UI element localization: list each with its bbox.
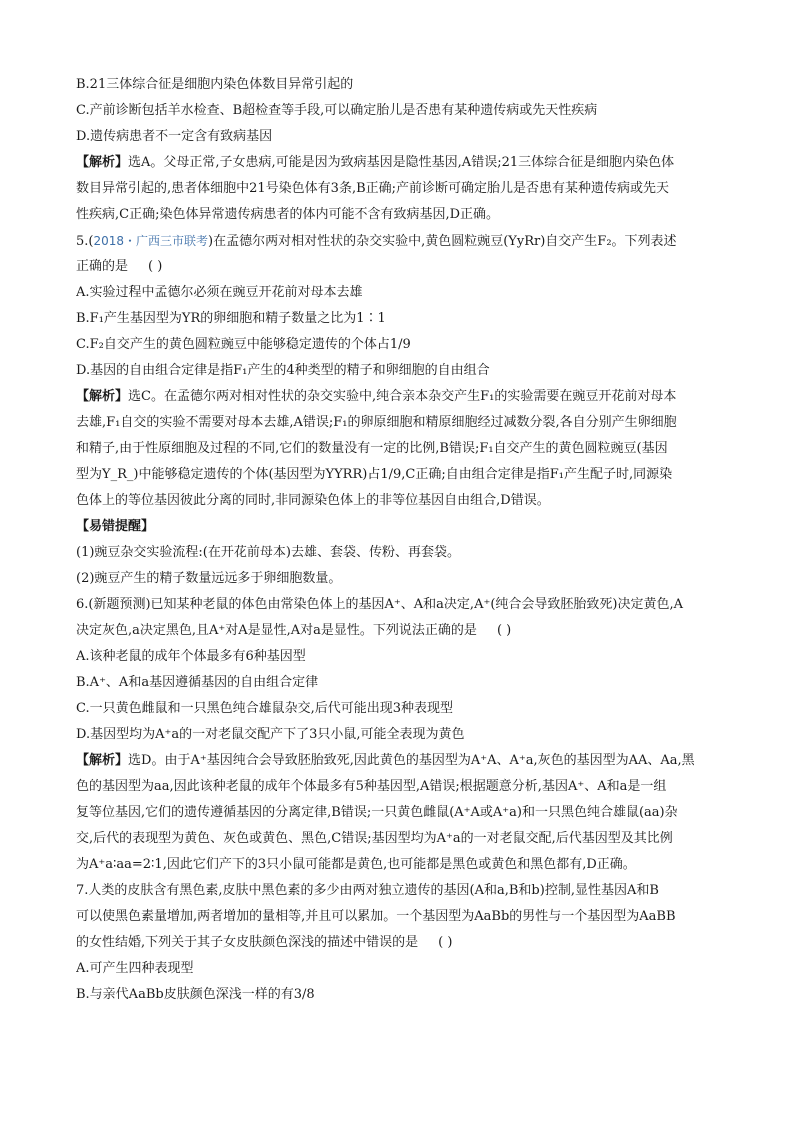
q6-analysis-line-1 (76, 748, 734, 774)
q7-stem-line-1: 7.人类的皮肤含有黑色素,皮肤中黑色素的多少由两对独立遗传的基因(A和a,B和b)控制,显性基因A和B (76, 883, 659, 898)
tip-title: 【易错提醒】 (76, 519, 155, 534)
q7-stem-line-2: 可以使黑色素量增加,两者增加的量相等,并且可以累加。一个基因型为AaBb的男性与一个基因型为AaBB (76, 909, 676, 924)
analysis-text: 选D。由于A⁺基因纯合会导致胚胎致死,因此黄色的基因型为A⁺A、A⁺a,灰色的基因型为AA、Aa,黑 (128, 753, 695, 768)
q6-stem-line-2 (76, 618, 734, 644)
q7-stem-line-3 (76, 930, 734, 956)
analysis-tag: 【解析】 (76, 155, 129, 170)
q5-source: 2018・广西三市联考 (93, 234, 209, 248)
q6-analysis-line-4: 交,后代的表现型为黄色、灰色或黄色、黑色,C错误;基因型均为A⁺a的一对老鼠交配,后代基因型及其比例 (76, 831, 673, 846)
q5-option-c: C.F₂自交产生的黄色圆粒豌豆中能够稳定遗传的个体占1/9 (76, 337, 411, 352)
q5-analysis-line-3: 和精子,由于性原细胞及过程的不同,它们的数量没有一定的比例,B错误;F₁自交产生的黄色圆粒豌豆(基因 (76, 441, 668, 456)
q7-option-a: A.可产生四种表现型 (76, 961, 194, 976)
q5-option-d: D.基因的自由组合定律是指F₁产生的4种类型的精子和卵细胞的自由组合 (76, 363, 490, 378)
q4-option-b: B.21三体综合征是细胞内染色体数目异常引起的 (76, 77, 354, 92)
q5-stem-text-2: 正确的是 (76, 259, 129, 274)
q6-option-c: C.一只黄色雌鼠和一只黑色纯合雄鼠杂交,后代可能出现3种表现型 (76, 701, 454, 716)
q7-stem-text-3: 的女性结婚,下列关于其子女皮肤颜色深浅的描述中错误的是 (76, 935, 419, 950)
q6-analysis-line-3: 复等位基因,它们的遗传遵循基因的分离定律,B错误;一只黄色雌鼠(A⁺A或A⁺a)和一只黑色纯合雄鼠(aa)杂 (76, 805, 678, 820)
q5-option-a: A.实验过程中孟德尔必须在豌豆开花前对母本去雄 (76, 285, 363, 300)
q6-analysis-line-5: 为A⁺a∶aa=2∶1,因此它们产下的3只小鼠可能都是黄色,也可能都是黑色或黄色和黑色都有,D正确。 (76, 857, 636, 872)
q4-option-c: C.产前诊断包括羊水检查、B超检查等手段,可以确定胎儿是否患有某种遗传病或先天性疾病 (76, 103, 598, 118)
q5-analysis-line-5: 色体上的等位基因彼此分离的同时,非同源染色体上的非等位基因自由组合,D错误。 (76, 493, 550, 508)
q6-stem-line-1: 6.(新题预测)已知某种老鼠的体色由常染色体上的基因A⁺、A和a决定,A⁺(纯合会导致胚胎致死)决定黄色,A (76, 597, 683, 612)
q5-analysis-line-1 (76, 384, 734, 410)
q6-option-a: A.该种老鼠的成年个体最多有6种基因型 (76, 649, 306, 664)
analysis-text: 选C。在孟德尔两对相对性状的杂交实验中,纯合亲本杂交产生F₁的实验需要在豌豆开花前对母本 (128, 389, 677, 404)
answer-bracket: ( ) (438, 935, 453, 950)
q4-analysis-line-1 (76, 150, 734, 176)
answer-bracket: ( ) (148, 259, 163, 274)
q7-option-b: B.与亲代AaBb皮肤颜色深浅一样的有3/8 (76, 987, 315, 1002)
q6-option-d: D.基因型均为A⁺a的一对老鼠交配产下了3只小鼠,可能全表现为黄色 (76, 727, 465, 742)
q5-stem-text: )在孟德尔两对相对性状的杂交实验中,黄色圆粒豌豆(YyRr)自交产生F₂。下列表述 (208, 234, 677, 249)
answer-bracket: ( ) (496, 623, 512, 638)
analysis-tag: 【解析】 (76, 389, 129, 404)
q5-option-b: B.F₁产生基因型为YR的卵细胞和精子数量之比为1∶1 (76, 311, 386, 326)
analysis-text: 选A。父母正常,子女患病,可能是因为致病基因是隐性基因,A错误;21三体综合征是细胞内染色体 (128, 155, 675, 170)
tip-item-2: (2)豌豆产生的精子数量远远多于卵细胞数量。 (76, 571, 342, 586)
q5-stem-line-1 (76, 228, 734, 254)
q5-stem-line-2 (76, 254, 734, 280)
q5-number: 5.( (76, 234, 94, 249)
tip-item-1: (1)豌豆杂交实验流程:(在开花前母本)去雄、套袋、传粉、再套袋。 (76, 545, 460, 560)
q5-analysis-line-4: 型为Y_R_)中能够稳定遗传的个体(基因型为YYRR)占1/9,C正确;自由组合定律是指F₁产生配子时,同源染 (76, 467, 673, 482)
q6-stem-text-2: 决定灰色,a决定黑色,且A⁺对A是显性,A对a是显性。下列说法正确的是 (76, 623, 477, 638)
q6-analysis-line-2: 色的基因型为aa,因此该种老鼠的成年个体最多有5种基因型,A错误;根据题意分析,基因A⁺、A和a是一组 (76, 779, 667, 794)
q6-option-b: B.A⁺、A和a基因遵循基因的自由组合定律 (76, 675, 319, 690)
analysis-tag: 【解析】 (76, 753, 129, 768)
q4-analysis-line-2: 数目异常引起的,患者体细胞中21号染色体有3条,B正确;产前诊断可确定胎儿是否患有某种遗传病或先天 (76, 181, 670, 196)
q4-option-d: D.遗传病患者不一定含有致病基因 (76, 129, 273, 144)
q5-analysis-line-2: 去雄,F₁自交的实验不需要对母本去雄,A错误;F₁的卵原细胞和精原细胞经过减数分裂,各自分别产生卵细胞 (76, 415, 677, 430)
q4-analysis-line-3: 性疾病,C正确;染色体异常遗传病患者的体内可能不含有致病基因,D正确。 (76, 207, 500, 222)
